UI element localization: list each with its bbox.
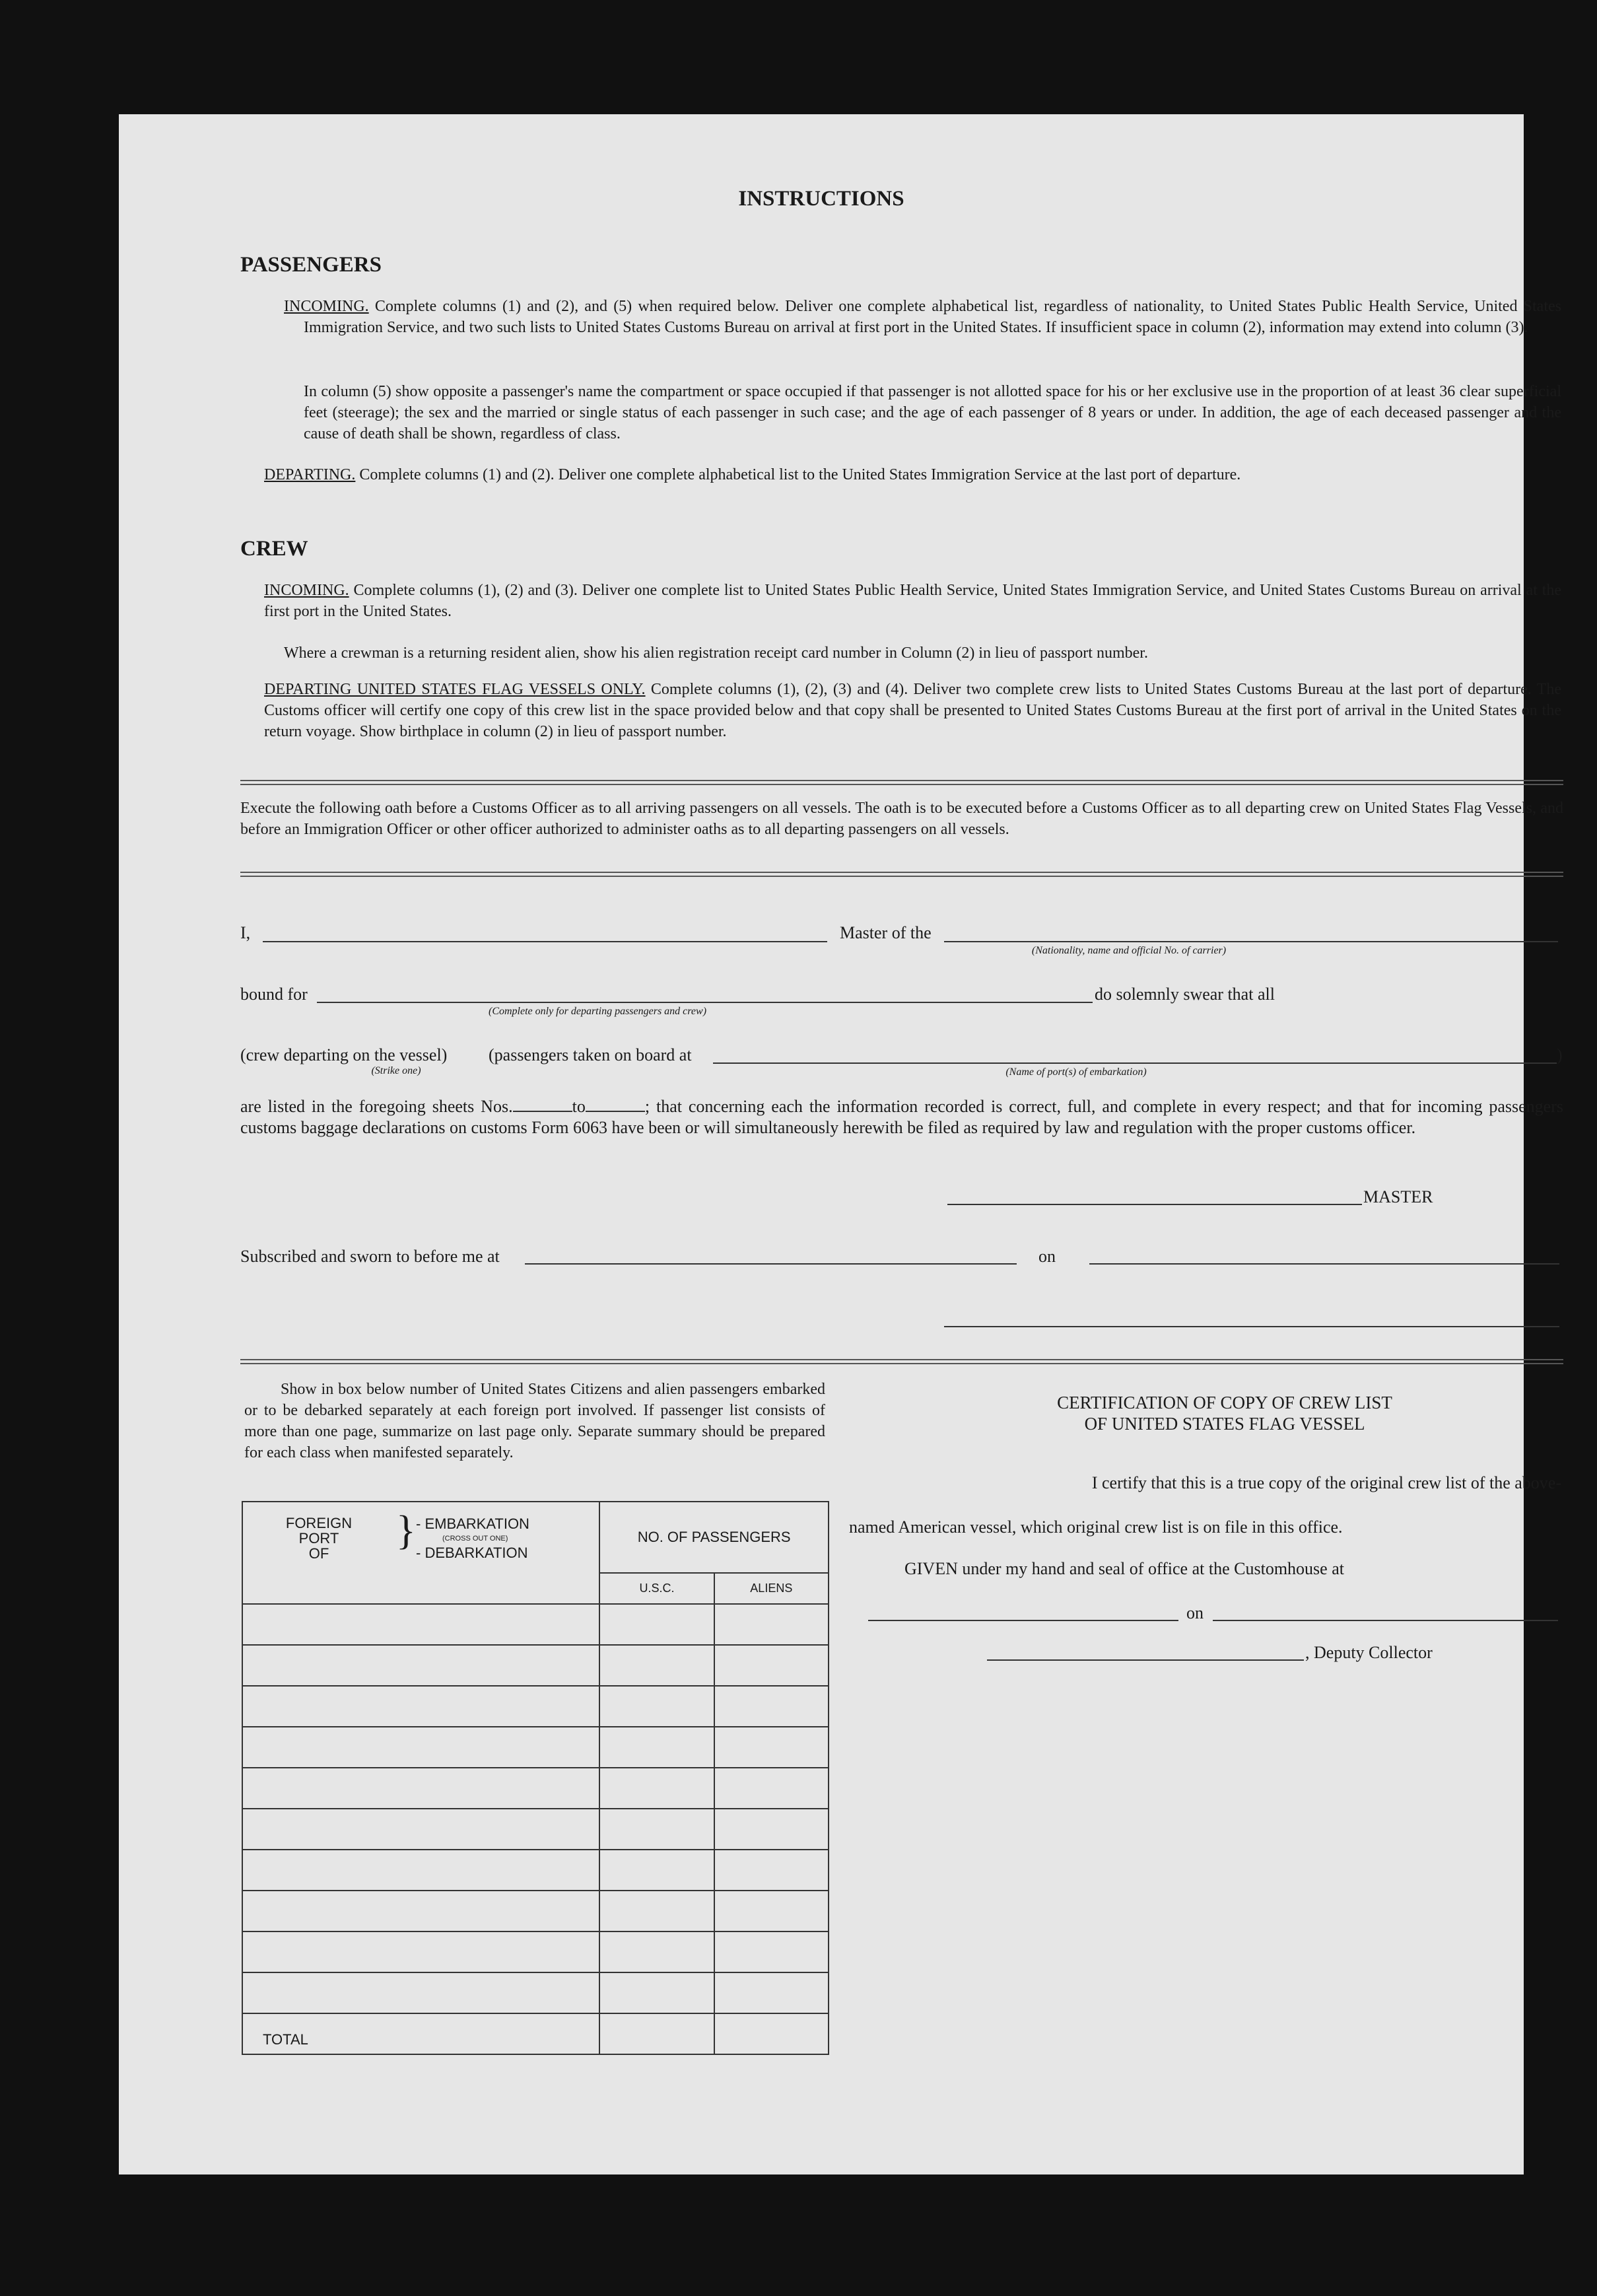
port-cell[interactable]: [242, 1768, 599, 1809]
listed-rest-text: ; that concerning each the information recorded is correct, full, and complete in every respect; and that for incoming passengers customs baggage declarations on customs Form 6063 have been or will simultaneously herewith be filed as required by law and regulation with the proper customs officer.: [240, 1097, 1564, 1137]
crew-incoming-paragraph: [264, 580, 1561, 622]
sworn-date-field[interactable]: [1089, 1263, 1559, 1265]
crew-departing-option[interactable]: (crew departing on the vessel): [240, 1045, 448, 1064]
subscribed-label: Subscribed and sworn to before me at: [240, 1247, 500, 1266]
aliens-total-cell[interactable]: [714, 2013, 829, 2054]
port-cell[interactable]: [242, 1604, 599, 1645]
usc-cell[interactable]: [599, 1809, 714, 1850]
usc-total-cell[interactable]: [599, 2013, 714, 2054]
port-cell[interactable]: [242, 1972, 599, 2013]
port-label: PORT: [298, 1530, 339, 1547]
table-row: [242, 1850, 829, 1891]
column5-paragraph: In column (5) show opposite a passenger's name the compartment or space occupied if that passenger is not allotted space for his or her exclusive use in the proportion of at least 36 clear superficial feet (steerage); the sex and the married or single status of each passenger in such case; and the age of each passenger of 8 years or under. In addition, the age of each deceased passenger and the cause of death shall be shown, regardless of class.: [304, 383, 1561, 442]
table-row: [242, 1686, 829, 1727]
given-line: GIVEN under my hand and seal of office at the Customhouse at: [904, 1559, 1344, 1578]
aliens-cell[interactable]: [714, 1891, 829, 1931]
usc-cell[interactable]: [599, 1604, 714, 1645]
usc-cell[interactable]: [599, 1972, 714, 2013]
port-cell[interactable]: [242, 1727, 599, 1768]
master-name-field[interactable]: [263, 941, 827, 942]
oath-instructions: Execute the following oath before a Customs Officer as to all arriving passengers on all vessels. The oath is to be executed before a Customs Officer as to all departing crew on United States Flag Vessels, and before an Immigration Officer or other officer authorized to administer oaths as to all departing passengers on all vessels.: [240, 800, 1563, 838]
customhouse-field[interactable]: [868, 1620, 1178, 1621]
aliens-cell[interactable]: [714, 1972, 829, 2013]
page-title: INSTRUCTIONS: [738, 187, 904, 211]
port-cell[interactable]: [242, 1931, 599, 1972]
divider: [240, 872, 1563, 877]
crew-incoming-label: INCOMING.: [264, 582, 349, 599]
usc-cell[interactable]: [599, 1686, 714, 1727]
crew-incoming-text: Complete columns (1), (2) and (3). Deliver one complete list to United States Public Health Service, United States Immigration Service, and United States Customs Bureau on arrival at the first port in the United States.: [264, 582, 1562, 620]
total-row: [242, 2013, 829, 2054]
aliens-cell[interactable]: [714, 1850, 829, 1891]
certification-title: [891, 1392, 1558, 1434]
master-label: MASTER: [1363, 1187, 1433, 1206]
brace-icon: }: [396, 1508, 416, 1553]
form-page: [119, 114, 1564, 2174]
to-label: to: [572, 1097, 586, 1116]
aliens-cell[interactable]: [714, 1686, 829, 1727]
table-row: [242, 1645, 829, 1686]
deputy-signature-field[interactable]: [987, 1659, 1304, 1661]
embarkation-label[interactable]: - EMBARKATION: [416, 1515, 529, 1532]
cert-date-field[interactable]: [1213, 1620, 1558, 1621]
port-cell[interactable]: [242, 1850, 599, 1891]
carrier-field[interactable]: [944, 941, 1558, 942]
usc-cell[interactable]: [599, 1891, 714, 1931]
do-solemnly-label: do solemnly swear that all: [1095, 985, 1275, 1004]
aliens-cell[interactable]: [714, 1604, 829, 1645]
port-header-cell: [242, 1502, 599, 1604]
table-row: [242, 1972, 829, 2013]
ports-caption: (Name of port(s) of embarkation): [1005, 1066, 1147, 1078]
officer-signature-field[interactable]: [944, 1326, 1559, 1327]
usc-header: U.S.C.: [599, 1573, 714, 1604]
crew-resident-paragraph: Where a crewman is a returning resident alien, show his alien registration receipt card number in Column (2) in lieu of passport number.: [284, 644, 1148, 662]
aliens-cell[interactable]: [714, 1727, 829, 1768]
sheet-to-field[interactable]: [586, 1096, 645, 1112]
box-instructions: Show in box below number of United States Citizens and alien passengers embarked or to be debarked separately at each foreign port involved. If passenger list consists of more than one page, summarize on last page only. Separate summary should be prepared for each class when manifested separately.: [244, 1381, 825, 1461]
master-of-label: Master of the: [840, 923, 932, 942]
passengers-heading: PASSENGERS: [240, 253, 382, 277]
aliens-cell[interactable]: [714, 1931, 829, 1972]
usc-cell[interactable]: [599, 1931, 714, 1972]
crew-heading: CREW: [240, 537, 308, 561]
usc-cell[interactable]: [599, 1850, 714, 1891]
total-label: TOTAL: [242, 2013, 599, 2054]
divider: [240, 780, 1563, 785]
bound-for-field[interactable]: [317, 1002, 1093, 1003]
crew-departing-paragraph: [264, 679, 1561, 742]
usc-cell[interactable]: [599, 1768, 714, 1809]
strike-one-caption: (Strike one): [371, 1065, 421, 1076]
crew-departing-label: DEPARTING UNITED STATES FLAG VESSELS ONLY.: [264, 681, 646, 698]
table-row: [242, 1768, 829, 1809]
of-label: OF: [308, 1545, 329, 1562]
port-cell[interactable]: [242, 1809, 599, 1850]
sworn-on-label: on: [1038, 1247, 1056, 1266]
bound-for-label: bound for: [240, 985, 308, 1004]
table-row: [242, 1809, 829, 1850]
certification-title-line2: OF UNITED STATES FLAG VESSEL: [1084, 1414, 1365, 1434]
certify-line1: I certify that this is a true copy of the original crew list of the above-: [1091, 1473, 1561, 1492]
usc-cell[interactable]: [599, 1727, 714, 1768]
aliens-cell[interactable]: [714, 1645, 829, 1686]
certification-title-line1: CERTIFICATION OF COPY OF CREW LIST: [1057, 1393, 1392, 1412]
table-row: [242, 1604, 829, 1645]
are-listed-text: are listed in the foregoing sheets Nos.: [240, 1097, 513, 1116]
embarkation-ports-field[interactable]: [713, 1062, 1557, 1064]
listed-paragraph: [240, 1096, 1563, 1138]
table-row: [242, 1891, 829, 1931]
passengers-taken-option[interactable]: (passengers taken on board at: [489, 1045, 692, 1064]
passengers-incoming-paragraph: [284, 296, 1561, 338]
passengers-departing-paragraph: [264, 464, 1561, 485]
sheet-from-field[interactable]: [513, 1096, 572, 1112]
port-cell[interactable]: [242, 1686, 599, 1727]
table-row: [242, 1931, 829, 1972]
departing-label: DEPARTING.: [264, 466, 356, 483]
cross-out-label: (CROSS OUT ONE): [442, 1535, 508, 1543]
carrier-caption: (Nationality, name and official No. of carrier): [1031, 945, 1227, 956]
oath-i-label: I,: [240, 923, 251, 942]
aliens-header: ALIENS: [714, 1573, 829, 1604]
foreign-label: FOREIGN: [285, 1515, 353, 1531]
aliens-cell[interactable]: [714, 1768, 829, 1809]
master-signature-field[interactable]: [947, 1204, 1362, 1205]
certify-line2: named American vessel, which original crew list is on file in this office.: [849, 1517, 1343, 1537]
cert-on-label: on: [1186, 1603, 1204, 1622]
port-cell[interactable]: [242, 1891, 599, 1931]
sworn-place-field[interactable]: [525, 1263, 1017, 1265]
deputy-label: , Deputy Collector: [1305, 1643, 1433, 1662]
aliens-cell[interactable]: [714, 1809, 829, 1850]
no-passengers-header: NO. OF PASSENGERS: [599, 1502, 829, 1573]
usc-cell[interactable]: [599, 1645, 714, 1686]
port-cell[interactable]: [242, 1645, 599, 1686]
incoming-label: INCOMING.: [284, 298, 369, 315]
debarkation-label[interactable]: - DEBARKATION: [416, 1545, 528, 1561]
crew-departing-text: Complete columns (1), (2), (3) and (4). Deliver two complete crew lists to United States Customs Bureau at the last port of departure. The Customs officer will certify one copy of this crew list in the space provided below and that copy shall be presented to United States Customs Bureau at the first port of arrival in the United States on the return voyage. Show birthplace in column (2) in lieu of passport number.: [264, 681, 1562, 740]
incoming-text: Complete columns (1) and (2), and (5) when required below. Deliver one complete alphabetical list, regardless of nationality, to United States Public Health Service, United States Immigration Service, and two such lists to United States Customs Bureau on arrival at first port in the United States. If insufficient space in column (2), information may extend into column (3).: [304, 298, 1561, 336]
divider: [240, 1359, 1563, 1364]
complete-only-caption: (Complete only for departing passengers and crew): [488, 1006, 707, 1017]
close-paren: ): [1557, 1045, 1563, 1064]
ports-table: [242, 1501, 829, 2055]
departing-text: Complete columns (1) and (2). Deliver one complete alphabetical list to the United States Immigration Service at the last port of departure.: [359, 466, 1241, 483]
table-row: [242, 1727, 829, 1768]
